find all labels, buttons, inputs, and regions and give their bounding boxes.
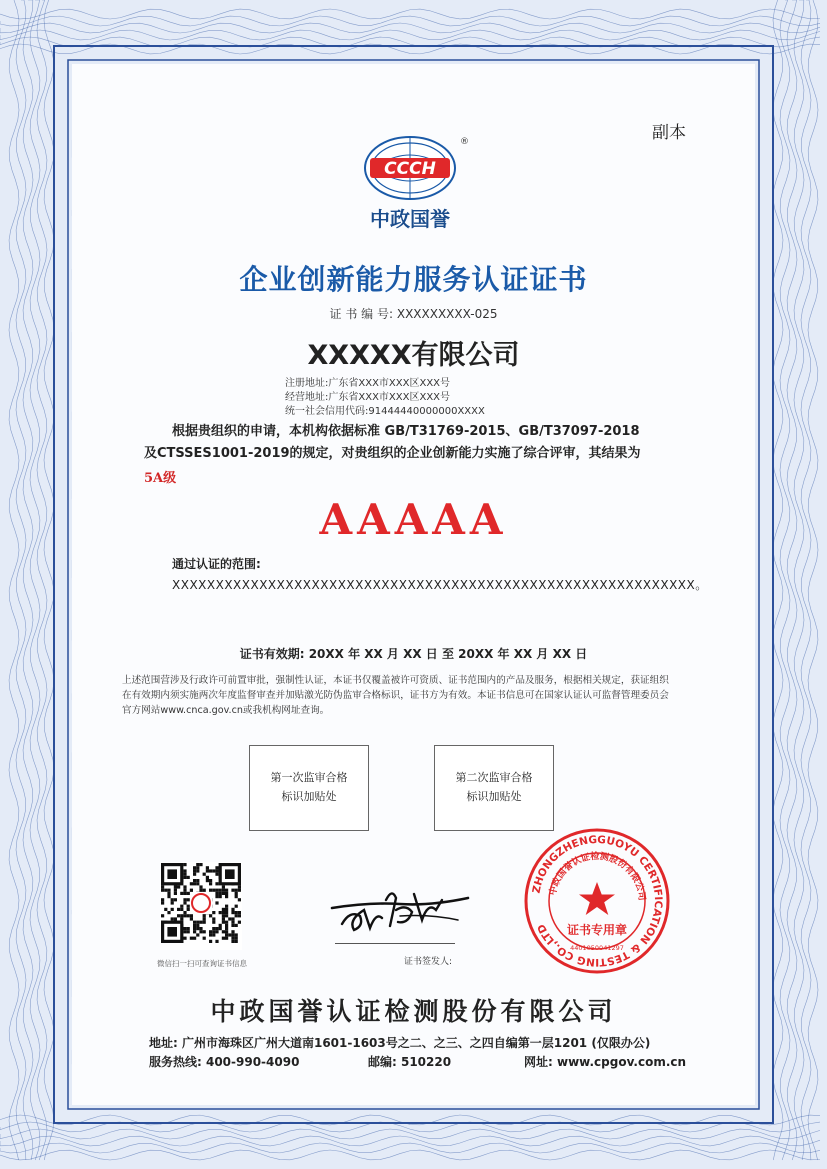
box-line: 第一次监审合格 bbox=[270, 771, 348, 784]
copy-mark: 副本 bbox=[652, 123, 686, 143]
signature-line bbox=[335, 943, 455, 944]
scope-text: XXXXXXXXXXXXXXXXXXXXXXXXXXXXXXXXXXXXXXXXXXXXXXXXXXXXXXXXXXXX。 bbox=[172, 578, 708, 592]
website-link[interactable]: 网址: www.cpgov.com.cn bbox=[524, 1055, 687, 1069]
official-seal bbox=[522, 826, 672, 976]
svg-text:CCCH: CCCH bbox=[384, 159, 436, 179]
validity-period: 证书有效期: 20XX 年 XX 月 XX 日 至 20XX 年 XX 月 XX 日 bbox=[239, 647, 588, 661]
first-surveillance-label-box bbox=[249, 745, 369, 831]
signer-label: 证书签发人: bbox=[404, 957, 453, 967]
grade-note: 5A级 bbox=[144, 471, 177, 486]
certificate-number bbox=[0, 305, 827, 322]
notes-block bbox=[122, 673, 712, 718]
company-name: XXXXX有限公司 bbox=[307, 340, 520, 371]
box-line: 标识加贴处 bbox=[466, 790, 522, 803]
basis-line-1: 根据贵组织的申请，本机构依据标准 GB/T31769-2015、GB/T37097-2018 bbox=[172, 424, 640, 439]
basis-line-2: 及CTSSES1001-2019的规定，对贵组织的企业创新能力实施了综合评审，其结果为 bbox=[144, 446, 641, 461]
svg-text:®: ® bbox=[460, 137, 469, 147]
svg-text:中政国誉认证检测股份有限公司: 中政国誉认证检测股份有限公司 bbox=[548, 851, 647, 902]
registered-address: 注册地址:广东省XXX市XXX区XXX号 bbox=[285, 378, 451, 389]
certificate-number-value: XXXXXXXXX-025 bbox=[396, 307, 498, 321]
certificate-title: 企业创新能力服务认证证书 bbox=[239, 263, 588, 296]
second-surveillance-label-box bbox=[434, 745, 554, 831]
grade-rating: AAAAA bbox=[319, 495, 508, 544]
ccch-logo bbox=[352, 128, 476, 234]
credit-code: 统一社会信用代码:91444440000000XXXX bbox=[285, 406, 485, 417]
box-line: 标识加贴处 bbox=[281, 790, 337, 803]
scope-label: 通过认证的范围: bbox=[172, 557, 261, 571]
notes-line: 官方网站www.cnca.gov.cn或我机构网址查询。 bbox=[122, 705, 330, 716]
notes-line: 在有效期内须实施两次年度监督审查并加贴激光防伪监审合格标识，证书方为有效。本证书信息可在国家认证认可监督管理委员会 bbox=[122, 690, 669, 701]
issuer-name: 中政国誉认证检测股份有限公司 bbox=[210, 997, 617, 1026]
business-address: 经营地址:广东省XXX市XXX区XXX号 bbox=[285, 392, 451, 403]
svg-text:证书专用章: 证书专用章 bbox=[566, 923, 628, 937]
box-line: 第二次监审合格 bbox=[455, 771, 533, 784]
qr-code[interactable] bbox=[160, 862, 242, 950]
certificate-number-label: 证 书 编 号: bbox=[329, 307, 394, 321]
svg-text:中政国誉: 中政国誉 bbox=[370, 207, 450, 231]
postcode: 邮编: 510220 bbox=[368, 1055, 452, 1069]
issuer-address: 地址: 广州市海珠区广州大道南1601-1603号之二、之三、之四自编第一层1201 (仅限办公) bbox=[149, 1036, 651, 1050]
svg-text:ZHONGZHENGGUOYU CERTIFICATION: ZHONGZHENGGUOYU CERTIFICATION & TESTING CO.,LTD bbox=[530, 833, 665, 969]
notes-line: 上述范围营涉及行政许可前置审批，强制性认证，本证书仅覆盖被许可资质、证书范围内的产品及服务，根据相关规定，获证组织 bbox=[122, 675, 669, 686]
signature-image bbox=[330, 880, 470, 940]
svg-text:4401050041297: 4401050041297 bbox=[570, 944, 624, 952]
service-hotline: 服务热线: 400-990-4090 bbox=[149, 1055, 300, 1069]
qr-caption: 微信扫一扫可查询证书信息 bbox=[157, 959, 247, 968]
